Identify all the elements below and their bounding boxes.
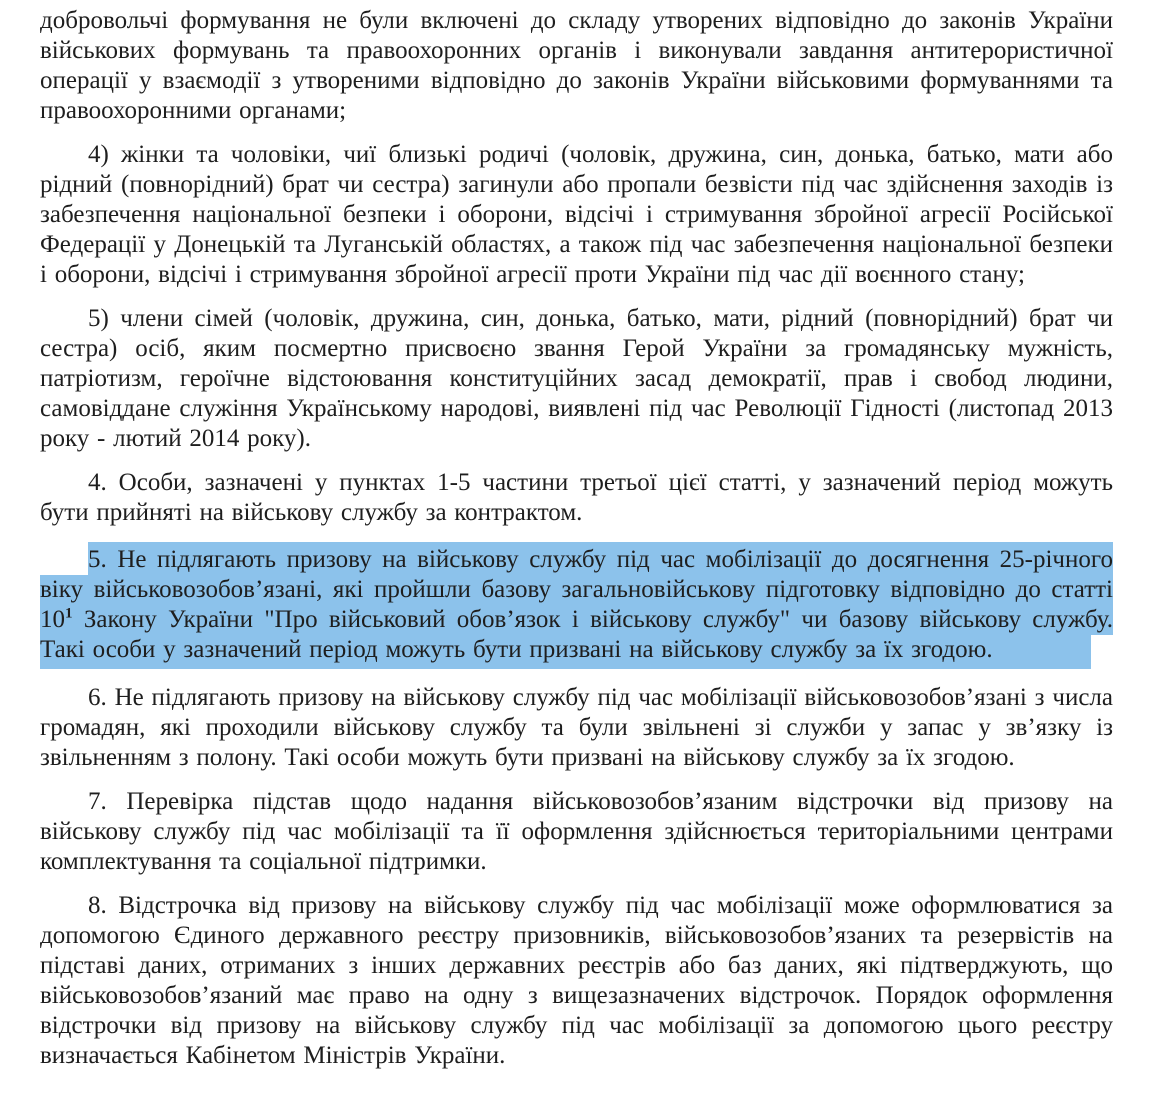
- article-10-superscript: 1: [65, 605, 73, 622]
- paragraph-subitem-4: 4) жінки та чоловіки, чиї близькі родичі (чоловік, дружина, син, донька, батько, мати або рідний (повнорідний) брат чи сестра) загинули або пропали безвісти під час здійснення заходів із забезпечення національної безпеки і оборони, відсічі і стримування збройної агресії Російської Федерації у Донецькій та Луганській областях, а також під час забезпечення національної безпеки і оборони, відсічі і стримування збройної агресії проти України під час дії воєнного стану;: [40, 141, 1113, 288]
- paragraph-part-6: 6. Не підлягають призову на військову службу під час мобілізації військовозобов’язані з числа громадян, які проходили військову службу та були звільнені зі служби у запас у зв’язку із звільненням з полону. Такі особи можуть бути призвані на військову службу за їх згодою.: [40, 684, 1113, 771]
- paragraph-subitem-5: 5) члени сімей (чоловік, дружина, син, донька, батько, мати, рідний (повнорідний) брат чи сестра) осіб, яким посмертно присвоєно звання Герой України за громадянську мужність, патріотизм, героїчне відстоювання конституційних засад демократії, прав і свобод людини, самовіддане служіння Українському народові, виявлені під час Революції Гідності (листопад 2013 року - лютий 2014 року).: [40, 305, 1113, 452]
- paragraph-part-8: 8. Відстрочка від призову на військову службу під час мобілізації може оформлюватися за допомогою Єдиного державного реєстру призовників, військовозобов’язаних та резервістів на підставі даних, отриманих з інших державних реєстрів або баз даних, які підтверджують, що військовозобов’язаний має право на одну з вищезазначених відстрочок. Порядок оформлення відстрочки від призову на військову службу під час мобілізації за допомогою цього реєстру визначається Кабінетом Міністрів України.: [40, 892, 1113, 1069]
- paragraph-part-5-selected-highlight[interactable]: [40, 542, 1113, 669]
- paragraph-continuation-clause: добровольчі формування не були включені до складу утворених відповідно до законів України військових формувань та правоохоронних органів і виконували завдання антитерористичної операції у взаємодії з утвореними відповідно до законів України військовими формуваннями та правоохоронними органами;: [40, 7, 1113, 124]
- paragraph-part-7: 7. Перевірка підстав щодо надання військовозобов’язаним відстрочки від призову на військову службу під час мобілізації та її оформлення здійснюється територіальними центрами комплектування та соціальної підтримки.: [40, 788, 1113, 875]
- highlighted-text-before-superscript: 5. Не підлягають призову на військову службу під час мобілізації до досягнення 25-річного віку військовозобов’язані, які пройшли базову загальновійськову підготовку відповідно до статті 10: [40, 546, 1113, 633]
- paragraph-part-4: 4. Особи, зазначені у пунктах 1-5 частини третьої цієї статті, у зазначений період можуть бути прийняті на військову службу за контрактом.: [40, 469, 1113, 526]
- highlighted-text-after-superscript: Закону України "Про військовий обов’язок і військову службу" чи базову військову службу. Такі особи у зазначений період можуть бути призвані на військову службу за їх згодою.: [40, 606, 1113, 663]
